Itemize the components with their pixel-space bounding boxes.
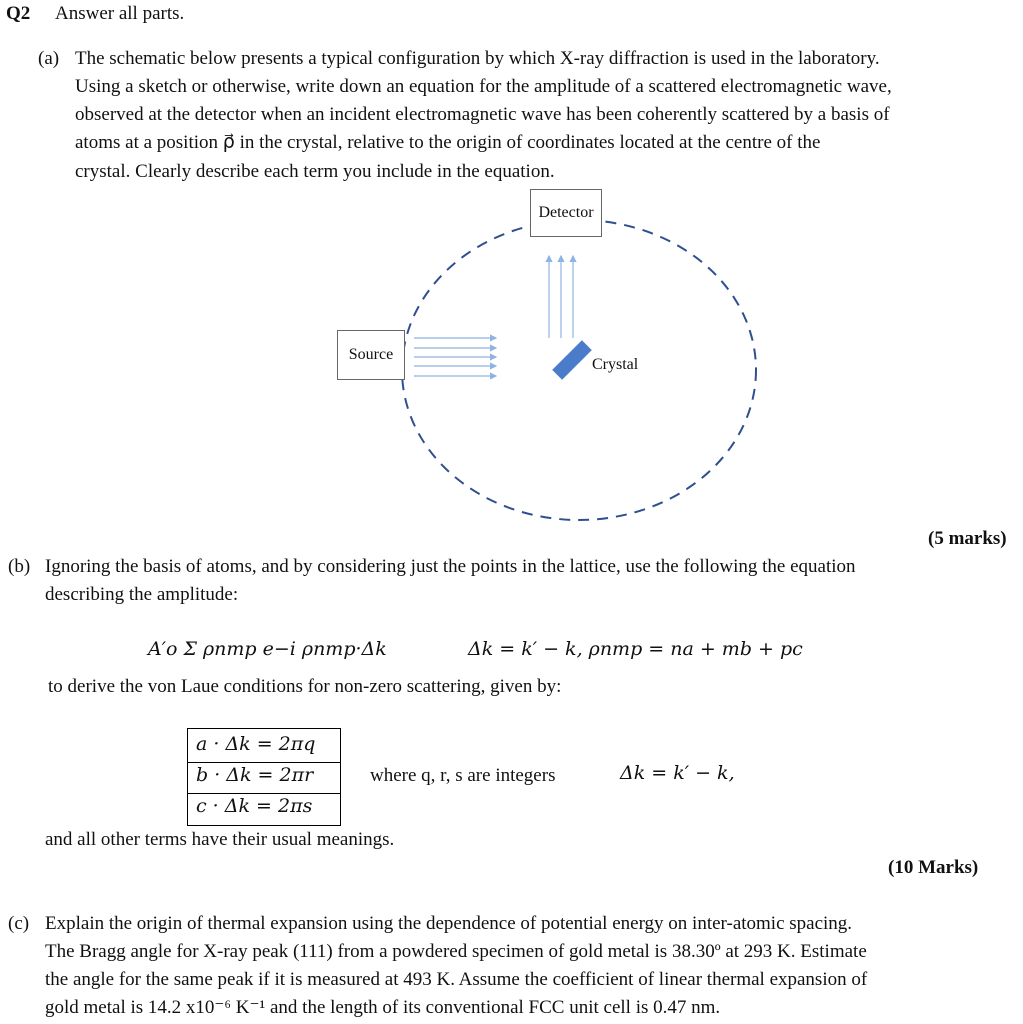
amplitude-equation: A′o Σ ρnmp e−i ρnmp·Δk bbox=[148, 638, 387, 660]
part-c-line: The Bragg angle for X-ray peak (111) from a powdered specimen of gold metal is 38.30º at 293 K. Estimate bbox=[45, 941, 867, 962]
part-a-line: The schematic below presents a typical configuration by which X-ray diffraction is used in the laboratory. bbox=[75, 48, 880, 69]
part-b-marks: (10 Marks) bbox=[888, 857, 979, 878]
crystal-label: Crystal bbox=[592, 356, 639, 373]
part-c-line: the angle for the same peak if it is measured at 493 K. Assume the coefficient of linear thermal expansion of bbox=[45, 969, 868, 990]
usual-meanings: and all other terms have their usual meanings. bbox=[45, 829, 395, 850]
diffractometer-circle bbox=[402, 220, 756, 520]
question-instruction: Answer all parts. bbox=[55, 3, 185, 24]
question-number: Q2 bbox=[6, 3, 31, 24]
crystal-sample bbox=[552, 340, 592, 380]
part-b-line: Ignoring the basis of atoms, and by considering just the points in the lattice, use the following the equation bbox=[45, 556, 856, 577]
part-a-line: atoms at a position ρ⃗ in the crystal, relative to the origin of coordinates located at the centre of the bbox=[75, 132, 821, 153]
derive-line: to derive the von Laue conditions for non-zero scattering, given by: bbox=[48, 676, 562, 697]
part-c-line: gold metal is 14.2 x10⁻⁶ K⁻¹ and the length of its conventional FCC unit cell is 0.47 nm. bbox=[45, 997, 721, 1018]
part-a-label: (a) bbox=[38, 48, 60, 69]
part-a-marks: (5 marks) bbox=[928, 528, 1007, 549]
part-a-line: crystal. Clearly describe each term you include in the equation. bbox=[75, 161, 555, 182]
where-integers: where q, r, s are integers bbox=[370, 765, 556, 786]
laue-condition: b · Δk = 2πr bbox=[196, 764, 314, 786]
detector-box: Detector bbox=[530, 189, 602, 237]
part-b-label: (b) bbox=[8, 556, 31, 577]
definitions-equation: Δk = k′ − k, ρnmp = na + mb + pc bbox=[468, 638, 803, 660]
part-c-label: (c) bbox=[8, 913, 30, 934]
laue-condition: c · Δk = 2πs bbox=[196, 795, 313, 817]
part-a-line: observed at the detector when an incident electromagnetic wave has been coherently scattered by a basis of bbox=[75, 104, 890, 125]
delta-k-definition: Δk = k′ − k, bbox=[620, 762, 735, 784]
part-b-line: describing the amplitude: bbox=[45, 584, 239, 605]
incident-beam bbox=[414, 338, 496, 376]
laue-conditions-box bbox=[187, 728, 341, 826]
source-box: Source bbox=[337, 330, 405, 380]
laue-condition: a · Δk = 2πq bbox=[196, 733, 316, 755]
part-a-line: Using a sketch or otherwise, write down an equation for the amplitude of a scattered electromagnetic wave, bbox=[75, 76, 892, 97]
part-c-line: Explain the origin of thermal expansion using the dependence of potential energy on inter-atomic spacing. bbox=[45, 913, 853, 934]
diffracted-beam bbox=[549, 256, 573, 338]
